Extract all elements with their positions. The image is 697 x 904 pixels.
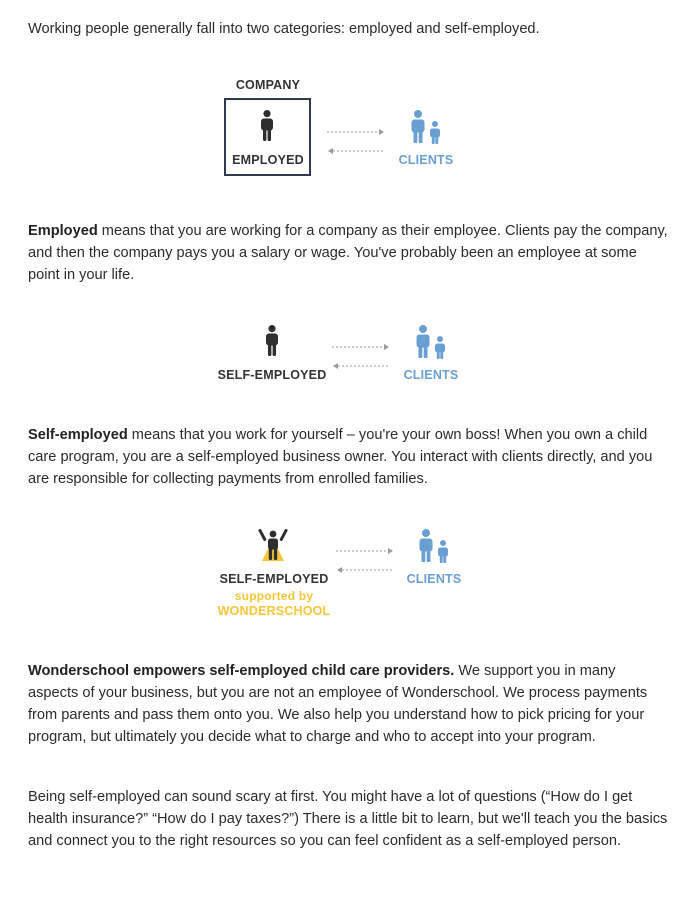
wonderschool-description: We support you in many aspects of your business, but you are not an employee of Wonderschool. We process payments from parents and pass them onto you. We also help you understand how to pick pricing for your program, but ultimately you decide what to charge and who to accept into your program.	[28, 663, 648, 745]
exchange-arrows-icon	[334, 546, 396, 576]
clients-label: CLIENTS	[406, 572, 462, 586]
employed-paragraph	[28, 220, 668, 286]
employed-description: means that you are working for a company as their employee. Clients pay the company, and then the company pays you a salary or wage. You've probably been an employee at some point in your life.	[28, 223, 668, 283]
exchange-arrows-icon	[325, 127, 387, 157]
clients-label: CLIENTS	[403, 368, 459, 382]
self-employed-label: SELF-EMPLOYED	[219, 572, 329, 586]
clients-label: CLIENTS	[398, 153, 454, 167]
employed-term: Employed	[28, 223, 98, 239]
company-label: COMPANY	[235, 78, 301, 92]
self-employed-paragraph	[28, 424, 668, 490]
person-icon	[262, 325, 282, 357]
self-employed-label: SELF-EMPLOYED	[217, 368, 327, 382]
self-employed-description: means that you work for yourself – you're your own boss! When you own a child care program, you are a self-employed business owner. You interact with clients directly, and you are responsible for collecting payments from enrolled families.	[28, 427, 653, 487]
wonderschool-paragraph	[28, 660, 668, 748]
closing-paragraph: Being self-employed can sound scary at first. You might have a lot of questions (“How do I get health insurance?” “How do I pay taxes?”) There is a little bit to learn, but we'll teach you the basics and connect you to the right resources so you can feel confident as a self-employed person.	[28, 789, 668, 849]
wonderschool-label: WONDERSCHOOL	[217, 604, 331, 618]
family-icon	[408, 110, 444, 144]
self-employed-term: Self-employed	[28, 427, 128, 443]
family-icon	[416, 529, 452, 563]
family-icon	[413, 325, 449, 359]
supported-by-label: supported by	[234, 589, 314, 603]
exchange-arrows-icon	[330, 342, 392, 372]
cheering-person-icon	[258, 527, 288, 563]
employed-label: EMPLOYED	[232, 153, 304, 167]
wonderschool-term: Wonderschool empowers self-employed child care providers.	[28, 663, 455, 679]
intro-paragraph: Working people generally fall into two categories: employed and self-employed.	[28, 21, 540, 37]
person-icon	[257, 110, 277, 142]
